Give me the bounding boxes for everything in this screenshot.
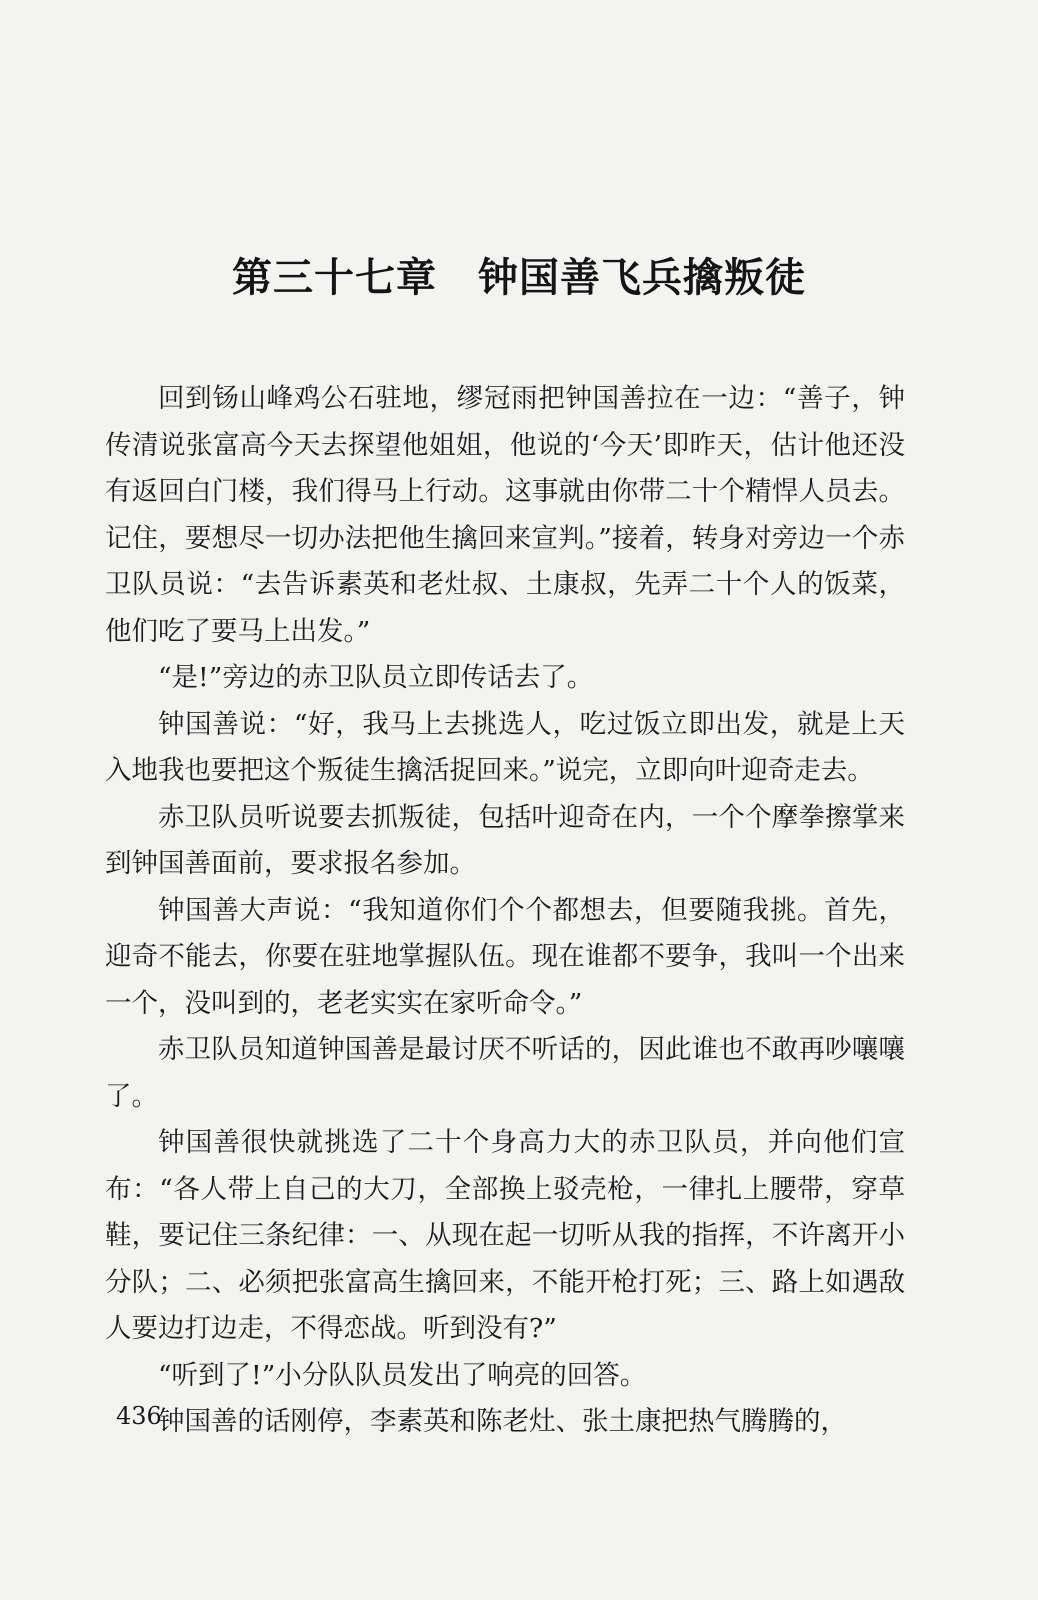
- body-text: [105, 376, 905, 1446]
- paragraph: 赤卫队员听说要去抓叛徒，包括叶迎奇在内，一个个摩拳擦掌来到钟国善面前，要求报名参加。: [105, 801, 905, 879]
- paragraph: 钟国善的话刚停，李素英和陈老灶、张土康把热气腾腾的，: [158, 1406, 847, 1437]
- page-number: 436: [116, 1402, 162, 1430]
- paragraph: 回到钖山峰鸡公石驻地，缪冠雨把钟国善拉在一边：“善子，钟传清说张富高今天去探望他姐姐，他说的‘今天’即昨天，估计他还没有返回白门楼，我们得马上行动。这事就由你带二十个精悍人员去。记住，要想尽一切办法把他生擒回来宣判。”接着，转身对旁边一个赤卫队员说：“去告诉素英和老灶叔、土康叔，先弄二十个人的饭菜，他们吃了要马上出发。”: [105, 383, 905, 647]
- paragraph: 赤卫队员知道钟国善是最讨厌不听话的，因此谁也不敢再吵嚷嚷了。: [105, 1034, 905, 1112]
- paragraph: “听到了!”小分队队员发出了响亮的回答。: [158, 1359, 647, 1391]
- paragraph: 钟国善很快就挑选了二十个身高力大的赤卫队员，并向他们宣布：“各人带上自己的大刀，全部换上驳壳枪，一律扎上腰带，穿草鞋，要记住三条纪律：一、从现在起一切听从我的指挥，不许离开小分队；二、必须把张富高生擒回来，不能开枪打死；三、路上如遇敌人要边打边走，不得恋战。听到没有?”: [105, 1127, 905, 1344]
- paragraph: 钟国善大声说：“我知道你们个个都想去，但要随我挑。首先，迎奇不能去，你要在驻地掌握队伍。现在谁都不要争，我叫一个出来一个，没叫到的，老老实实在家听命令。”: [105, 894, 905, 1019]
- paragraph: 钟国善说：“好，我马上去挑选人，吃过饭立即出发，就是上天入地我也要把这个叛徒生擒活捉回来。”说完，立即向叶迎奇走去。: [105, 708, 905, 786]
- chapter-title: 第三十七章 钟国善飞兵擒叛徒: [232, 255, 806, 301]
- paragraph: “是!”旁边的赤卫队员立即传话去了。: [158, 662, 594, 693]
